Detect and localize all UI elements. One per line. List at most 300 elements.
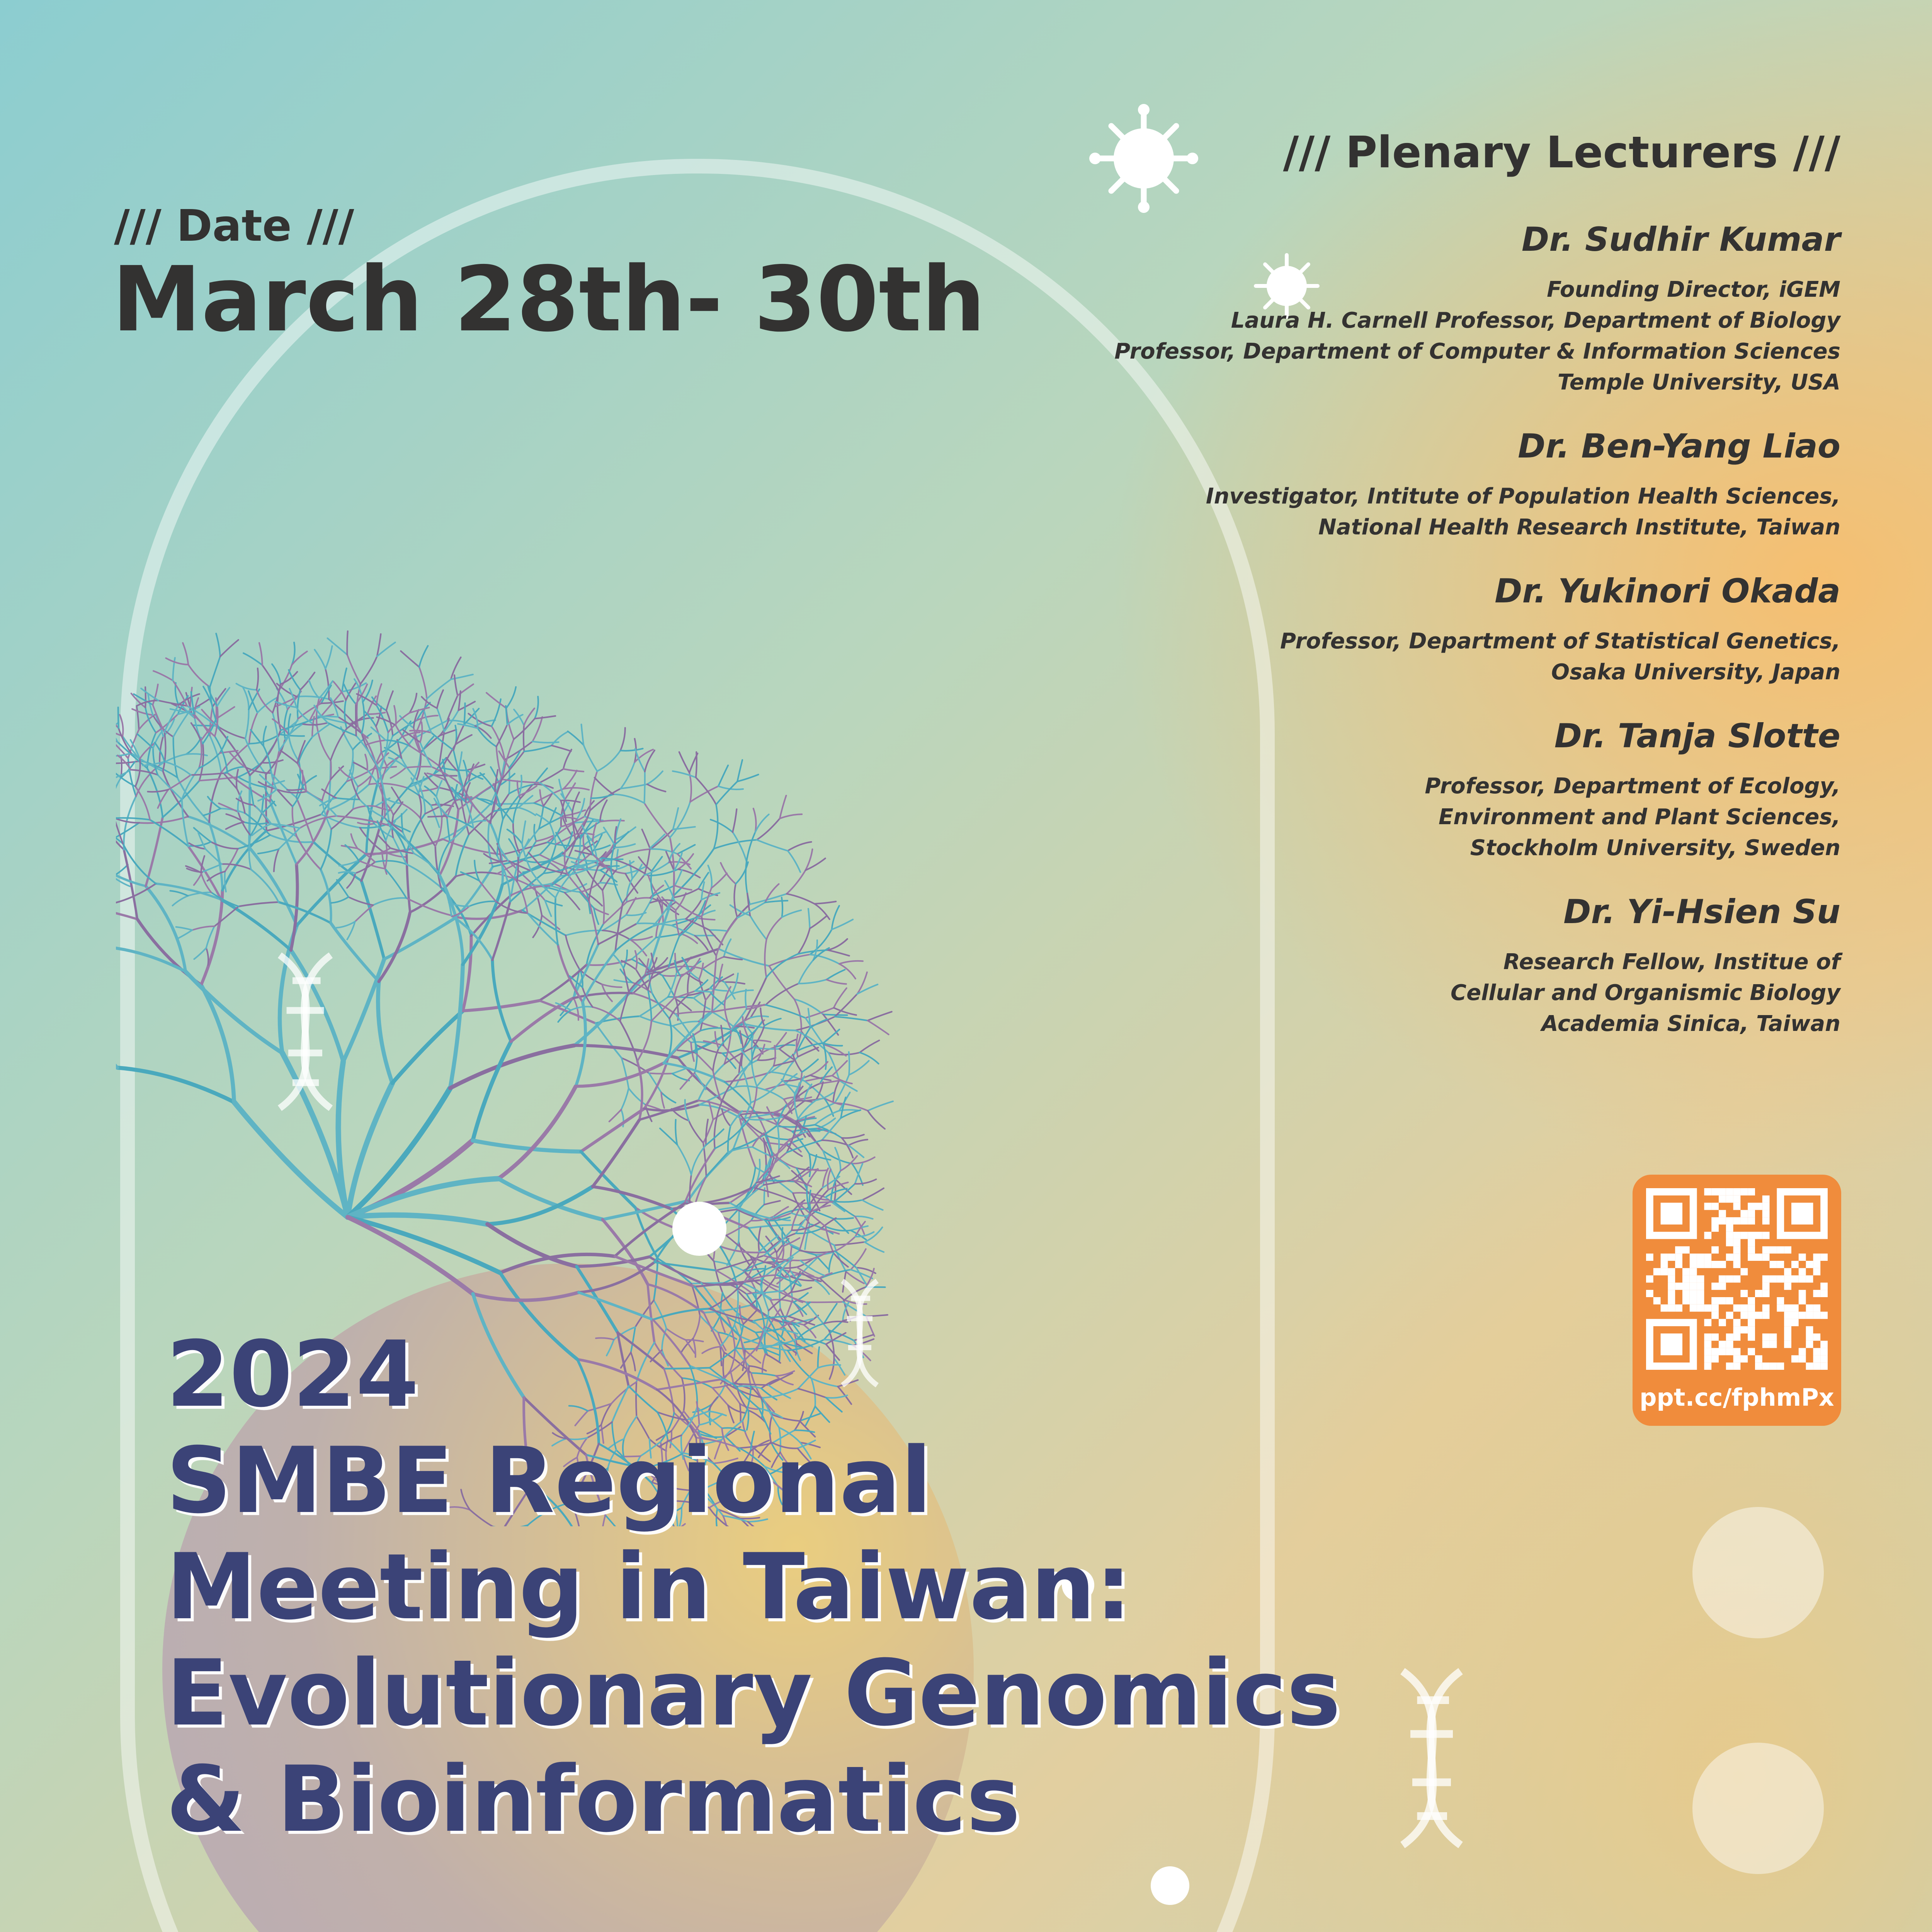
- tree-branch: [206, 926, 214, 948]
- tree-branch: [274, 849, 279, 872]
- tree-branch: [737, 760, 742, 782]
- tree-branch: [765, 901, 787, 903]
- dna-icon: [263, 947, 348, 1117]
- tree-branch: [303, 723, 328, 725]
- tree-branch: [186, 738, 201, 754]
- tree-branch: [226, 822, 244, 829]
- tree-branch: [116, 806, 123, 844]
- tree-branch: [788, 842, 811, 851]
- tree-branch: [765, 1090, 784, 1099]
- tree-branch: [146, 817, 163, 886]
- tree-branch: [591, 794, 614, 798]
- tree-branch: [721, 1074, 739, 1102]
- tree-branch: [578, 839, 580, 868]
- tree-branch: [464, 760, 467, 777]
- tree-branch: [711, 820, 733, 832]
- tree-branch: [753, 1026, 764, 1048]
- tree-branch: [832, 906, 839, 929]
- tree-branch: [621, 784, 647, 789]
- tree-branch: [709, 1101, 713, 1120]
- event-title: [166, 1321, 1341, 1853]
- tree-branch: [812, 1170, 828, 1171]
- tree-branch: [673, 871, 674, 898]
- tree-branch: [473, 1041, 511, 1140]
- tree-branch: [791, 1287, 811, 1292]
- tree-branch: [116, 865, 128, 877]
- tree-branch: [867, 1020, 888, 1034]
- tree-branch: [770, 1299, 794, 1302]
- qr-code-card[interactable]: [1633, 1175, 1841, 1426]
- tree-branch: [689, 773, 691, 802]
- tree-branch: [376, 726, 381, 753]
- tree-branch: [264, 726, 266, 746]
- tree-branch: [718, 765, 728, 786]
- tree-branch: [563, 769, 583, 772]
- tree-branch: [623, 950, 627, 968]
- tree-branch: [673, 808, 679, 829]
- lecturer-name: Dr. Sudhir Kumar: [1521, 220, 1840, 259]
- tree-branch: [367, 696, 376, 714]
- tree-branch: [150, 820, 188, 847]
- tree-branch: [243, 653, 262, 665]
- tree-branch: [782, 910, 801, 917]
- tree-branch: [220, 737, 228, 753]
- tree-branch: [201, 890, 223, 985]
- tree-branch: [868, 1111, 885, 1129]
- tree-branch: [373, 898, 406, 905]
- tree-branch: [447, 696, 457, 721]
- lecturer-affiliation: Professor, Department of Computer & Information Sciences: [1114, 339, 1840, 364]
- decorative-circle: [1692, 1507, 1824, 1638]
- date-value: March 28th- 30th: [112, 247, 986, 352]
- tree-branch: [202, 864, 222, 872]
- lecturer-liao: [952, 427, 1840, 543]
- tree-branch: [855, 1216, 873, 1219]
- tree-branch: [642, 829, 650, 848]
- title-line: Evolutionary Genomics: [166, 1641, 1341, 1746]
- tree-branch: [701, 1028, 731, 1031]
- lecturer-affiliation: Environment and Plant Sciences,: [1439, 804, 1840, 830]
- tree-branch: [713, 1110, 730, 1120]
- tree-branch: [486, 693, 506, 708]
- tree-branch: [225, 849, 238, 871]
- tree-branch: [524, 708, 534, 725]
- tree-branch: [479, 881, 496, 901]
- tree-branch: [647, 771, 663, 784]
- tree-branch: [116, 818, 150, 820]
- tree-branch: [862, 1200, 883, 1210]
- tree-branch: [808, 1009, 810, 1027]
- tree-branch: [522, 821, 526, 844]
- lecturer-affiliation: Founding Director, iGEM: [1547, 277, 1840, 302]
- tree-branch: [425, 786, 436, 797]
- tree-branch: [312, 724, 329, 737]
- tree-branch: [828, 1169, 831, 1190]
- tree-branch: [708, 866, 712, 888]
- tree-branch: [536, 814, 550, 823]
- tree-branch: [815, 904, 830, 919]
- tree-branch: [287, 789, 304, 790]
- tree-branch: [552, 732, 567, 746]
- tree-branch: [703, 957, 724, 969]
- tree-branch: [675, 1120, 677, 1145]
- tree-branch: [378, 981, 392, 1083]
- tree-branch: [221, 900, 291, 951]
- tree-branch: [506, 706, 507, 725]
- tree-branch: [258, 849, 279, 854]
- tree-branch: [320, 692, 342, 717]
- tree-branch: [582, 724, 584, 745]
- tree-branch: [719, 904, 750, 949]
- tree-branch: [447, 818, 450, 842]
- tree-branch: [257, 668, 258, 690]
- tree-branch: [603, 915, 626, 930]
- tree-branch: [401, 651, 419, 667]
- tree-branch: [176, 927, 192, 930]
- tree-branch: [437, 690, 443, 708]
- tree-branch: [201, 873, 211, 893]
- tree-branch: [153, 684, 158, 705]
- tree-branch: [834, 1202, 855, 1216]
- tree-branch: [711, 873, 727, 888]
- tree-branch: [719, 964, 723, 982]
- title-line: 2024: [166, 1322, 419, 1427]
- tree-branch: [116, 1004, 117, 1068]
- tree-branch: [571, 1007, 593, 1010]
- tree-branch: [699, 963, 703, 979]
- tree-branch: [496, 901, 527, 913]
- tree-branch: [745, 990, 747, 1009]
- tree-branch: [534, 803, 562, 816]
- tree-branch: [812, 1155, 817, 1170]
- lecturer-kumar: [952, 220, 1840, 398]
- tree-branch: [732, 990, 753, 994]
- tree-branch: [668, 966, 703, 969]
- tree-branch: [568, 731, 583, 745]
- tree-branch: [647, 784, 666, 792]
- tree-branch: [194, 872, 202, 885]
- tree-branch: [281, 750, 298, 763]
- tree-branch: [621, 748, 643, 751]
- tree-branch: [147, 768, 163, 817]
- tree-branch: [677, 1145, 691, 1175]
- tree-branch: [519, 776, 522, 796]
- tree-branch: [645, 803, 670, 837]
- tree-branch: [644, 848, 650, 875]
- tree-branch: [348, 1217, 473, 1294]
- lecturer-affiliation: Investigator, Intitute of Population Health Sciences,: [1206, 484, 1840, 509]
- tree-branch: [860, 1041, 879, 1053]
- tree-branch: [827, 980, 846, 984]
- lecturer-affiliation: National Health Research Institute, Taiwan: [1318, 515, 1840, 540]
- tree-branch: [823, 1029, 839, 1043]
- lecturers-list: [952, 220, 1840, 1039]
- tree-branch: [118, 707, 119, 728]
- tree-branch: [696, 777, 716, 804]
- tree-branch: [358, 823, 374, 824]
- tree-branch: [366, 740, 386, 745]
- tree-branch: [849, 1061, 869, 1075]
- tree-branch: [117, 1068, 234, 1102]
- tree-branch: [188, 816, 249, 847]
- tree-branch: [173, 896, 188, 905]
- tree-branch: [547, 842, 583, 846]
- tree-branch: [410, 694, 417, 713]
- tree-branch: [815, 1281, 829, 1294]
- lecturer-affiliation: Osaka University, Japan: [1551, 660, 1840, 685]
- lecturer-affiliation: Laura H. Carnell Professor, Department of Biology: [1231, 308, 1840, 333]
- tree-branch: [709, 930, 728, 931]
- tree-branch: [194, 948, 206, 959]
- tree-branch: [543, 793, 553, 806]
- tree-branch: [552, 745, 571, 751]
- tree-branch: [860, 1053, 879, 1064]
- tree-branch: [788, 851, 801, 872]
- tree-branch: [558, 1010, 571, 1022]
- tree-branch: [116, 946, 185, 971]
- tree-branch: [280, 735, 304, 736]
- tree-branch: [724, 982, 745, 984]
- tree-branch: [153, 671, 173, 680]
- tree-branch: [627, 898, 650, 902]
- tree-branch: [406, 864, 441, 888]
- tree-branch: [815, 1273, 832, 1281]
- tree-branch: [524, 745, 551, 752]
- tree-branch: [361, 820, 382, 881]
- tree-branch: [406, 854, 410, 912]
- tree-branch: [670, 802, 690, 837]
- tree-branch: [298, 741, 305, 763]
- tree-branch: [750, 1016, 768, 1018]
- tree-branch: [787, 894, 815, 904]
- tree-branch: [166, 658, 188, 665]
- title-line: SMBE Regional: [166, 1428, 932, 1534]
- tree-branch: [337, 922, 355, 928]
- tree-branch: [829, 1253, 833, 1272]
- tree-branch: [752, 1063, 757, 1087]
- tree-branch: [782, 1241, 799, 1248]
- tree-branch: [695, 1073, 706, 1090]
- tree-branch: [593, 1120, 639, 1187]
- decorative-dot: [1151, 1866, 1189, 1905]
- tree-branch: [376, 684, 381, 705]
- tree-branch: [498, 1086, 576, 1179]
- tree-branch: [116, 778, 121, 806]
- tree-branch: [623, 968, 629, 992]
- tree-branch: [146, 886, 185, 971]
- tree-branch: [188, 665, 210, 687]
- tree-branch: [219, 803, 238, 812]
- tree-branch: [361, 881, 384, 959]
- tree-branch: [411, 747, 439, 766]
- tree-branch: [810, 1019, 827, 1028]
- tree-branch: [498, 1179, 602, 1219]
- tree-branch: [777, 1124, 779, 1150]
- tree-branch: [828, 950, 849, 956]
- tree-branch: [421, 736, 434, 753]
- tree-branch: [365, 755, 367, 770]
- tree-branch: [688, 973, 690, 995]
- tree-branch: [116, 770, 131, 779]
- tree-branch: [767, 917, 782, 940]
- tree-branch: [336, 798, 359, 799]
- tree-branch: [764, 1201, 780, 1205]
- tree-branch: [779, 1040, 796, 1049]
- tree-branch: [712, 956, 716, 1012]
- tree-branch: [734, 884, 737, 918]
- tree-branch: [128, 758, 136, 796]
- tree-branch: [764, 1019, 781, 1026]
- tree-branch: [769, 954, 810, 966]
- tree-branch: [487, 1187, 592, 1224]
- qr-url[interactable]: ppt.cc/fphmPx: [1639, 1383, 1834, 1412]
- lecturer-affiliation: Professor, Department of Ecology,: [1425, 774, 1840, 799]
- tree-branch: [712, 1012, 733, 1026]
- tree-branch: [437, 708, 444, 731]
- tree-branch: [535, 697, 538, 719]
- tree-branch: [288, 714, 290, 735]
- tree-branch: [309, 680, 319, 698]
- tree-branch: [116, 884, 156, 905]
- tree-branch: [834, 988, 847, 1008]
- tree-branch: [590, 789, 621, 811]
- tree-branch: [594, 908, 608, 915]
- tree-branch: [614, 849, 650, 860]
- date-heading: /// Date ///: [114, 201, 354, 251]
- tree-branch: [595, 778, 614, 794]
- tree-branch: [210, 656, 220, 687]
- tree-branch: [351, 834, 358, 849]
- tree-branch: [615, 844, 635, 847]
- tree-branch: [798, 929, 810, 954]
- tree-branch: [369, 784, 406, 788]
- tree-branch: [563, 770, 577, 789]
- tree-branch: [574, 1045, 678, 1058]
- tree-branch: [621, 762, 634, 789]
- tree-branch: [204, 809, 221, 816]
- tree-branch: [759, 1228, 760, 1252]
- tree-branch: [668, 997, 694, 998]
- tree-branch: [867, 1012, 891, 1020]
- tree-branch: [331, 729, 347, 761]
- tree-branch: [573, 944, 599, 998]
- tree-branch: [842, 1134, 864, 1138]
- tree-branch: [354, 763, 367, 770]
- tree-branch: [145, 687, 146, 707]
- tree-branch: [832, 920, 853, 930]
- lecturer-affiliation: Research Fellow, Institue of: [1503, 949, 1840, 975]
- tree-branch: [779, 1269, 781, 1309]
- tree-branch: [581, 1109, 645, 1151]
- tree-branch: [802, 1060, 818, 1072]
- tree-branch: [279, 902, 331, 923]
- tree-branch: [331, 766, 344, 779]
- tree-branch: [132, 709, 153, 715]
- tree-branch: [238, 777, 265, 787]
- tree-branch: [688, 1149, 733, 1201]
- tree-branch: [810, 1154, 831, 1160]
- tree-branch: [604, 828, 615, 845]
- tree-branch: [514, 709, 524, 725]
- tree-branch: [170, 891, 188, 896]
- tree-branch: [208, 686, 218, 706]
- tree-branch: [823, 1014, 847, 1015]
- tree-branch: [673, 1022, 699, 1026]
- lecturer-affiliation: Stockholm University, Sweden: [1470, 835, 1840, 861]
- tree-branch: [492, 960, 511, 1041]
- tree-branch: [419, 646, 428, 667]
- tree-branch: [736, 1086, 765, 1090]
- lecturer-affiliation: Academia Sinica, Taiwan: [1541, 1011, 1840, 1036]
- tree-branch: [712, 1005, 766, 1012]
- tree-branch: [331, 897, 349, 903]
- tree-branch: [473, 1293, 578, 1300]
- tree-branch: [135, 759, 140, 787]
- tree-branch: [513, 823, 520, 854]
- tree-branch: [835, 1017, 868, 1020]
- tree-branch: [695, 991, 713, 992]
- tree-branch: [192, 926, 214, 930]
- tree-branch: [839, 961, 863, 964]
- tree-branch: [519, 808, 536, 815]
- tree-branch: [583, 833, 584, 849]
- tree-branch: [602, 985, 622, 987]
- tree-branch: [534, 789, 563, 803]
- lecturer-slotte: [952, 717, 1840, 864]
- tree-branch: [810, 916, 827, 929]
- tree-branch: [655, 1262, 716, 1270]
- tree-branch: [675, 1012, 712, 1014]
- tree-branch: [672, 1073, 689, 1080]
- tree-branch: [828, 939, 847, 950]
- tree-branch: [855, 1179, 876, 1184]
- tree-branch: [765, 939, 766, 977]
- tree-branch: [826, 1226, 851, 1231]
- title-line: Meeting in Taiwan:: [166, 1534, 1132, 1640]
- tree-branch: [609, 1110, 621, 1122]
- tree-branch: [733, 832, 747, 862]
- tree-branch: [673, 771, 696, 778]
- tree-branch: [173, 711, 190, 737]
- tree-branch: [648, 990, 651, 1021]
- tree-branch: [216, 634, 220, 657]
- tree-branch: [262, 665, 279, 690]
- tree-branch: [696, 1053, 713, 1071]
- tree-branch: [251, 869, 279, 902]
- tree-branch: [689, 1121, 703, 1143]
- tree-branch: [611, 872, 623, 904]
- tree-branch: [391, 768, 406, 778]
- tree-branch: [675, 870, 682, 886]
- virus-icon: [1086, 100, 1202, 216]
- tree-branch: [474, 861, 479, 881]
- tree-branch: [469, 901, 496, 906]
- title-line: & Bioinformatics: [166, 1747, 1020, 1852]
- tree-branch: [236, 684, 257, 690]
- tree-branch: [349, 897, 373, 905]
- tree-branch: [810, 1154, 811, 1176]
- tree-branch: [613, 794, 644, 803]
- tree-branch: [868, 1101, 893, 1111]
- tree-branch: [506, 687, 516, 708]
- tree-branch: [865, 1242, 884, 1252]
- tree-branch: [723, 1048, 743, 1053]
- tree-branch: [780, 796, 786, 818]
- tree-branch: [497, 724, 507, 747]
- tree-branch: [450, 964, 463, 1088]
- tree-branch: [747, 832, 755, 862]
- tree-branch: [732, 973, 738, 994]
